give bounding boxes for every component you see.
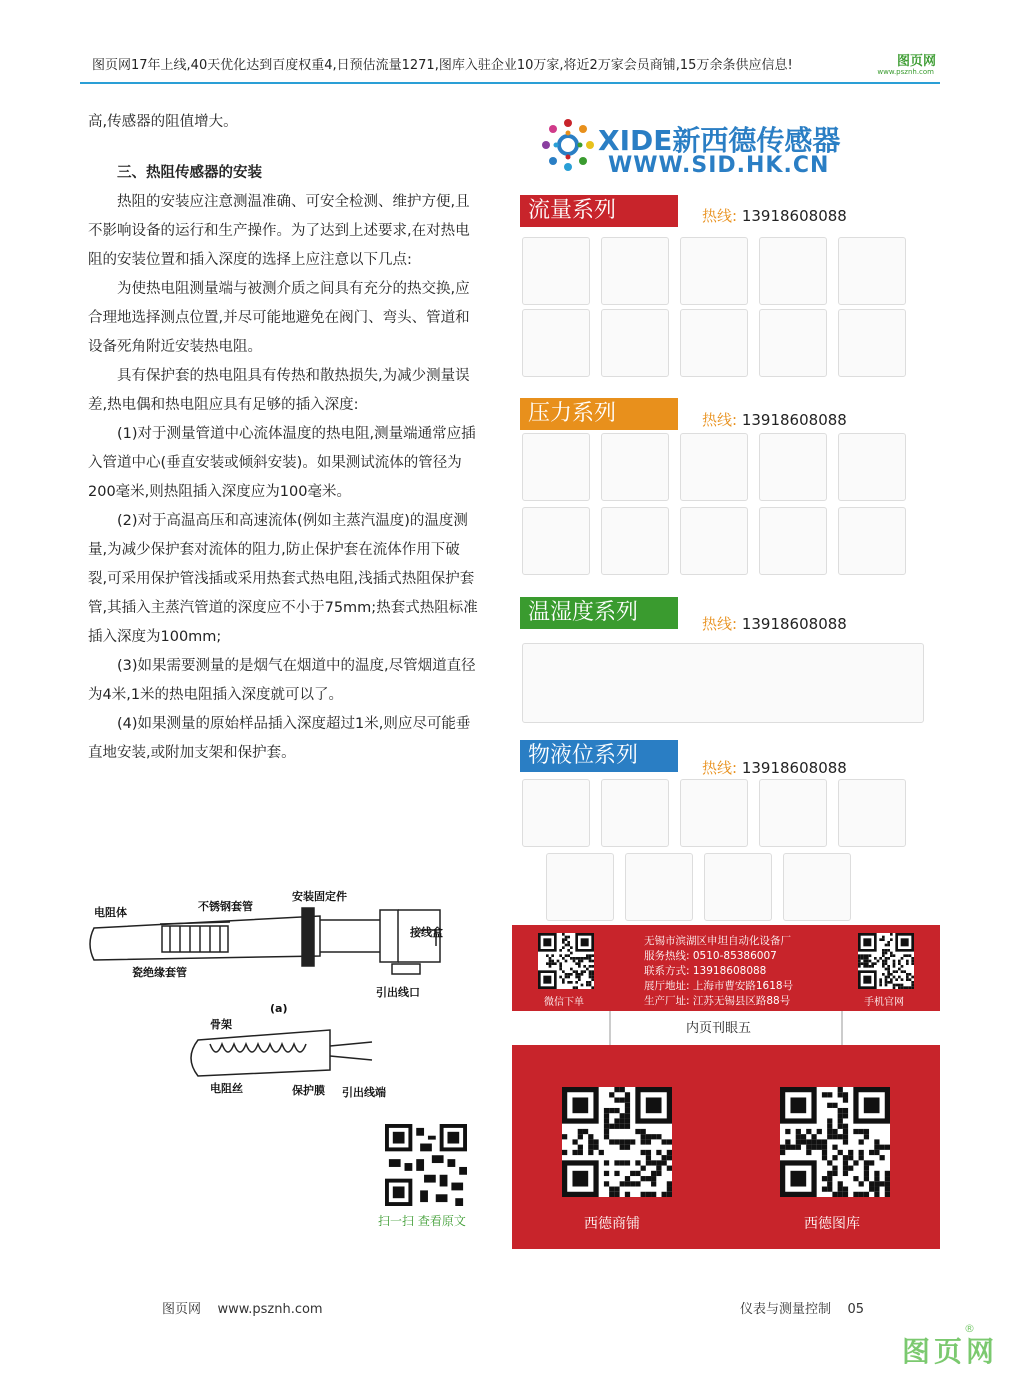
paragraph-intro: 高,传感器的阻值增大。 — [88, 114, 238, 130]
product-thumbnail[interactable] — [680, 779, 748, 847]
label-ceramic-tube: 瓷绝缘套管 — [132, 966, 187, 979]
category-flow[interactable]: 流量系列 — [520, 195, 678, 227]
qr-code-wechat[interactable] — [538, 933, 594, 989]
product-thumbnail[interactable] — [601, 507, 669, 575]
qr-pattern-icon — [858, 933, 914, 989]
site-logo[interactable]: 图页网 — [896, 54, 936, 69]
product-thumbnail[interactable] — [601, 309, 669, 377]
product-thumbnail[interactable] — [601, 433, 669, 501]
product-thumbnail[interactable] — [783, 853, 851, 921]
label-film: 保护膜 — [292, 1084, 325, 1097]
rtd-structure-diagram — [80, 880, 500, 1110]
product-thumbnail[interactable] — [838, 779, 906, 847]
product-thumbnail[interactable] — [704, 853, 772, 921]
section-title: 三、热阻传感器的安装 — [117, 165, 262, 181]
product-thumbnail[interactable] — [680, 309, 748, 377]
paragraph: 为使热电阻测量端与被测介质之间具有充分的热交换,应合理地选择测点位置,并尽可能地避免在阀门、弯头、管道和设备死角附近安装热电阻。 — [88, 281, 470, 355]
qr-pattern-icon — [780, 1087, 890, 1197]
product-thumbnail[interactable] — [522, 237, 590, 305]
product-thumbnail[interactable] — [601, 779, 669, 847]
footer-page-info: 仪表与测量控制 05 — [740, 1302, 865, 1317]
label-steel-tube: 不锈钢套管 — [198, 900, 253, 913]
registered-icon: ® — [964, 1322, 975, 1335]
qr-codes-panel — [512, 1045, 940, 1249]
qr-code-original[interactable] — [385, 1124, 467, 1206]
qr-code-shop[interactable] — [562, 1087, 672, 1197]
product-thumbnail[interactable] — [522, 779, 590, 847]
qr-code-gallery[interactable] — [780, 1087, 890, 1197]
product-thumbnail[interactable] — [759, 779, 827, 847]
category-pressure[interactable]: 压力系列 — [520, 398, 678, 430]
company-service: 服务热线: 0510-85386007 — [644, 950, 777, 962]
category-temp-humidity[interactable]: 温湿度系列 — [520, 597, 678, 629]
label-outlet: 引出线口 — [376, 986, 420, 999]
insert-label: 内页刊眼五 — [686, 1021, 752, 1036]
product-grid-level-2 — [546, 853, 862, 921]
hotline-pressure: 热线: 13918608088 — [702, 411, 847, 429]
product-thumbnail[interactable] — [522, 309, 590, 377]
product-thumbnail[interactable] — [625, 853, 693, 921]
label-frame: 骨架 — [210, 1018, 232, 1031]
sensor-advertisement — [510, 105, 942, 1255]
company-name: 无锡市滨湖区申坦自动化设备厂 — [644, 935, 791, 947]
product-thumbnail[interactable] — [838, 433, 906, 501]
paragraph: (2)对于高温高压和高速流体(例如主蒸汽温度)的温度测量,为减少保护套对流体的阻力,防止保护套在流体作用下破裂,可采用保护管浅插或采用热套式热电阻,浅插式热阻保护套管,其插入主蒸汽管道的深度应不小于75mm;热套式热阻标准插入深度为100mm; — [88, 513, 478, 645]
product-thumbnail[interactable] — [759, 309, 827, 377]
site-logo-url: www.psznh.com — [877, 68, 934, 76]
qr-label-shop: 西德商铺 — [584, 1216, 640, 1232]
label-junction-box: 接线盒 — [410, 926, 443, 939]
brand-name: XIDE新西德传感器 — [598, 124, 841, 157]
product-thumbnail[interactable] — [546, 853, 614, 921]
product-grid-flow-2 — [522, 309, 917, 377]
brand-dots-logo-icon — [538, 115, 598, 175]
paragraph: (1)对于测量管道中心流体温度的热电阻,测量端通常应插入管道中心(垂直安装或倾斜安装)。如果测试流体的管径为200毫米,则热阻插入深度应为100毫米。 — [88, 426, 476, 500]
company-showroom: 展厅地址: 上海市曹安路1618号 — [644, 980, 794, 992]
qr-pattern-icon — [562, 1087, 672, 1197]
label-a: (a) — [270, 1002, 288, 1015]
product-thumbnail[interactable] — [759, 237, 827, 305]
hotline-level: 热线: 13918608088 — [702, 759, 847, 777]
paragraph: (3)如果需要测量的是烟气在烟道中的温度,尽管烟道直径为4米,1米的热电阻插入深度就可以了。 — [88, 658, 476, 703]
paragraph: 具有保护套的热电阻具有传热和散热损失,为减少测量误差,热电偶和热电阻应具有足够的插入深度: — [88, 368, 470, 413]
company-info-bar — [512, 925, 940, 1011]
category-level[interactable]: 物液位系列 — [520, 740, 678, 772]
qr-pattern-icon — [538, 933, 594, 989]
paragraph: 热阻的安装应注意测温准确、可安全检测、维护方便,且不影响设备的运行和生产操作。为了达到上述要求,在对热电阻的安装位置和插入深度的选择上应注意以下几点: — [88, 194, 470, 268]
header-banner-text: 图页网17年上线,40天优化达到百度权重4,日预估流量1271,图库入驻企业10万家,将近2万家会员商铺,15万余条供应信息! — [92, 58, 793, 73]
company-contact: 联系方式: 13918608088 — [644, 965, 767, 977]
company-factory: 生产厂址: 江苏无锡县区路88号 — [644, 995, 791, 1007]
product-grid-pressure-2 — [522, 507, 917, 575]
label-fixture: 安装固定件 — [292, 890, 347, 903]
product-strip-temp-humidity[interactable] — [522, 643, 924, 723]
product-thumbnail[interactable] — [680, 237, 748, 305]
product-thumbnail[interactable] — [680, 507, 748, 575]
qr-code-mobile-site[interactable] — [858, 933, 914, 989]
product-grid-flow — [522, 237, 917, 305]
product-grid-pressure — [522, 433, 917, 501]
product-thumbnail[interactable] — [759, 507, 827, 575]
product-thumbnail[interactable] — [838, 237, 906, 305]
product-thumbnail[interactable] — [759, 433, 827, 501]
watermark-logo: 图页网 — [902, 1335, 999, 1368]
product-thumbnail[interactable] — [838, 309, 906, 377]
product-thumbnail[interactable] — [680, 433, 748, 501]
product-thumbnail[interactable] — [522, 433, 590, 501]
brand-url[interactable]: WWW.SID.HK.CN — [608, 153, 830, 178]
qr-label-mobile: 手机官网 — [864, 997, 904, 1008]
product-grid-level — [522, 779, 917, 847]
label-lead: 引出线端 — [342, 1086, 386, 1099]
article-body — [88, 108, 478, 768]
product-thumbnail[interactable] — [601, 237, 669, 305]
hotline-flow: 热线: 13918608088 — [702, 207, 847, 225]
product-thumbnail[interactable] — [838, 507, 906, 575]
page-header — [80, 48, 940, 84]
qr-label-gallery: 西德图库 — [804, 1216, 860, 1232]
paragraph: (4)如果测量的原始样品插入深度超过1米,则应尽可能垂直地安装,或附加支架和保护套。 — [88, 716, 471, 761]
label-resistor: 电阻体 — [94, 906, 127, 919]
qr-label-wechat: 微信下单 — [544, 997, 584, 1008]
qr-caption: 扫一扫 查看原文 — [378, 1214, 466, 1228]
label-wire: 电阻丝 — [210, 1082, 243, 1095]
hotline-temp-humidity: 热线: 13918608088 — [702, 615, 847, 633]
product-thumbnail[interactable] — [522, 507, 590, 575]
footer-site: 图页网 www.psznh.com — [162, 1302, 323, 1317]
